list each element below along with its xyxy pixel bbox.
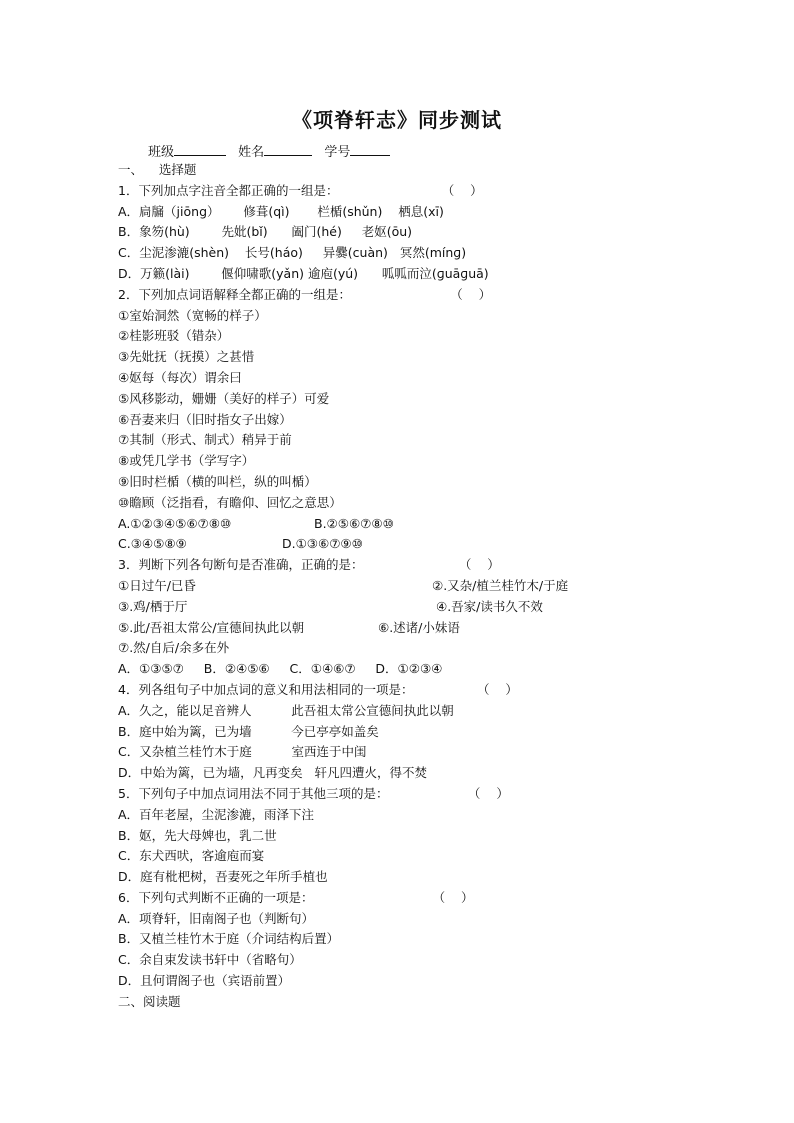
line-text: A．项脊轩，旧南阁子也（判断句） (118, 910, 315, 926)
line-text: D．万籁(lài) 偃仰啸歌(yǎn) 逾庖(yú) 呱呱而泣(ɡuāɡuā) (118, 265, 489, 281)
line-text: A．百年老屋，尘泥渗漉，雨泽下注 (118, 806, 315, 822)
text-line (118, 285, 678, 306)
text-line (118, 597, 678, 618)
id-label: 学号 (324, 145, 351, 160)
text-line (118, 160, 678, 181)
line-text: A.①②③④⑤⑥⑦⑧⑩ (118, 515, 232, 531)
line-text: B．庭中始为篱，已为墙 今已亭亭如盖矣 (118, 723, 379, 739)
line-text-col2: ②.又杂/植兰桂竹木/于庭 (432, 577, 569, 593)
text-line (118, 971, 678, 992)
line-text: 1．下列加点字注音全都正确的一组是： （ ） (118, 182, 483, 198)
name-label: 姓名 (238, 145, 265, 160)
text-line (118, 888, 678, 909)
line-text: 4．列各组句子中加点词的意义和用法相同的一项是： （ ） (118, 681, 518, 697)
class-label: 班级 (148, 145, 175, 160)
text-line (118, 410, 678, 431)
line-text: ⑥吾妻来归（旧时指女子出嫁） (118, 411, 292, 427)
student-info-line (148, 141, 398, 160)
line-text: 3．判断下列各句断句是否准确，正确的是： （ ） (118, 557, 500, 573)
line-text-col2: ④.吾家/读书久不效 (436, 598, 543, 614)
text-line (118, 430, 678, 451)
line-text: ③先妣抚（抚摸）之甚惜 (118, 349, 255, 365)
text-line (118, 950, 678, 971)
line-text-col2: ⑥.述诸/小妹语 (378, 619, 460, 635)
line-text: B．象笏(hù) 先妣(bǐ) 阖门(hé) 老妪(ōu) (118, 224, 413, 240)
line-text: ②桂影班驳（错杂） (118, 328, 230, 344)
line-text: C．余自束发读书轩中（省略句） (118, 952, 302, 968)
text-line (118, 992, 678, 1013)
text-line (118, 347, 678, 368)
text-line (118, 763, 678, 784)
line-text: ⑤风移影动，姗姗（美好的样子）可爱 (118, 390, 330, 406)
question-body (118, 160, 678, 1013)
text-line (118, 534, 678, 555)
line-text: ⑨旧时栏楯（横的叫栏，纵的叫楯） (118, 473, 317, 489)
text-line (118, 181, 678, 202)
line-text: ①日过午/已昏 (118, 577, 196, 593)
text-line (118, 826, 678, 847)
line-text: 一、 选择题 (118, 162, 197, 177)
text-line (118, 514, 678, 535)
line-text: ⑤.此/吾祖太常公/宣德间执此以朝 (118, 619, 305, 635)
page-title: 《项脊轩志》同步测试 (292, 108, 502, 132)
text-line (118, 846, 678, 867)
text-line (118, 701, 678, 722)
line-text: ④妪每（每次）谓余曰 (118, 369, 242, 385)
text-line (118, 493, 678, 514)
line-text: ①室始洞然（宽畅的样子） (118, 307, 267, 323)
line-text: C.③④⑤⑧⑨ (118, 536, 187, 552)
name-blank (264, 143, 312, 156)
text-line (118, 638, 678, 659)
id-blank (350, 143, 390, 156)
line-text-col2: D.①③⑥⑦⑨⑩ (282, 536, 363, 552)
line-text: ⑦其制（形式、制式）稍异于前 (118, 432, 292, 448)
line-text: C．尘泥渗漉(shèn) 长号(háo) 异爨(cuàn) 冥然(mínɡ) (118, 245, 467, 261)
line-text: D．中始为篱，已为墙，凡再变矣 轩凡四遭火，得不焚 (118, 765, 428, 781)
text-line (118, 202, 678, 223)
line-text: A．①③⑤⑦ B．②④⑤⑥ C．①④⑥⑦ D．①②③④ (118, 661, 443, 677)
text-line (118, 243, 678, 264)
line-text: ⑧或凭几学书（学写字） (118, 453, 255, 469)
text-line (118, 306, 678, 327)
text-line (118, 929, 678, 950)
line-text: D．庭有枇杷树，吾妻死之年所手植也 (118, 869, 328, 885)
text-line (118, 722, 678, 743)
text-line (118, 805, 678, 826)
text-line (118, 680, 678, 701)
text-line (118, 867, 678, 888)
line-text: 2．下列加点词语解释全都正确的一组是： （ ） (118, 286, 492, 302)
text-line (118, 368, 678, 389)
line-text: ③.鸡/栖于厅 (118, 598, 188, 614)
text-line (118, 451, 678, 472)
line-text: ⑩瞻顾（泛指看，有瞻仰、回忆之意思） (118, 494, 342, 510)
line-text: B．妪，先大母婢也，乳二世 (118, 827, 277, 843)
line-text: A．久之，能以足音辨人 此吾祖太常公宣德间执此以朝 (118, 702, 454, 718)
line-text: 5．下列句子中加点词用法不同于其他三项的是： （ ） (118, 785, 509, 801)
text-line (118, 659, 678, 680)
text-line (118, 618, 678, 639)
text-line (118, 326, 678, 347)
text-line (118, 576, 678, 597)
text-line (118, 784, 678, 805)
line-text: 6．下列句式判断不正确的一项是： （ ） (118, 889, 474, 905)
text-line (118, 222, 678, 243)
line-text: D．且何谓阁子也（宾语前置） (118, 973, 291, 989)
line-text: C．又杂植兰桂竹木于庭 室西连于中闺 (118, 744, 367, 760)
text-line (118, 264, 678, 285)
text-line (118, 389, 678, 410)
line-text: A．扃牖（jiōng） 修葺(qì) 栏楯(shǔn) 栖息(xī) (118, 203, 444, 219)
text-line (118, 472, 678, 493)
line-text: 二、阅读题 (118, 993, 181, 1009)
text-line (118, 909, 678, 930)
line-text: C．东犬西吠，客逾庖而宴 (118, 848, 265, 864)
line-text-col2: B.②⑤⑥⑦⑧⑩ (314, 515, 394, 531)
text-line (118, 555, 678, 576)
line-text: ⑦.然/自后/余多在外 (118, 640, 230, 656)
line-text: B．又植兰桂竹木于庭（介词结构后置） (118, 931, 340, 947)
class-blank (174, 143, 226, 156)
text-line (118, 742, 678, 763)
